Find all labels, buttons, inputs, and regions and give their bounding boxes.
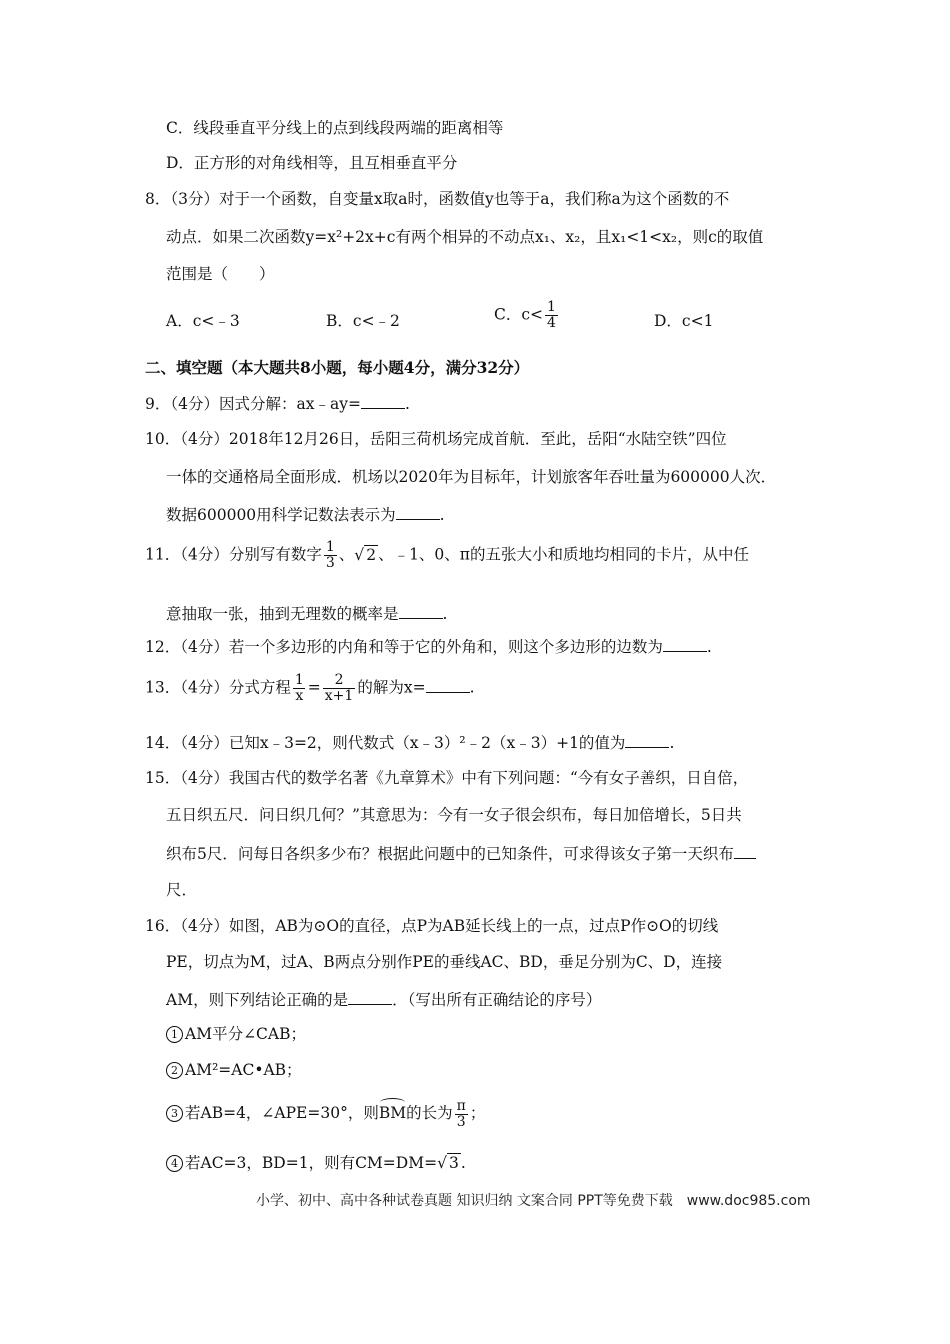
question-number: 8． — [145, 190, 171, 208]
punctuation: . — [460, 1154, 466, 1172]
conclusion-text: AM²=AC•AB； — [185, 1061, 302, 1079]
question-text: 意抽取一张，抽到无理数的概率是 — [166, 605, 399, 623]
q16-conclusion-2 — [166, 1059, 302, 1081]
circled-number: 4 — [166, 1155, 183, 1172]
q14 — [145, 731, 674, 754]
circled-number: 2 — [166, 1062, 183, 1079]
question-text: （4分）因式分解：ax﹣ay= — [170, 395, 361, 413]
radicand: 3 — [448, 1154, 459, 1172]
q16-conclusion-3 — [166, 1098, 485, 1130]
circled-number: 3 — [166, 1105, 183, 1122]
punctuation: . — [404, 395, 410, 413]
fraction-numerator: 1 — [294, 672, 304, 688]
question-text: （4分）若一个多边形的内角和等于它的外角和，则这个多边形的边数为 — [180, 638, 663, 656]
question-number: 9． — [145, 395, 171, 413]
answer-blank[interactable] — [396, 503, 440, 520]
q16-conclusion-1 — [166, 1023, 306, 1045]
question-number: 14． — [145, 734, 181, 752]
answer-blank[interactable] — [426, 676, 470, 693]
conclusion-text: 若AC=3，BD=1，则有CM=DM= — [185, 1154, 438, 1172]
arc-notation: BM — [379, 1098, 406, 1124]
q11-line-1 — [145, 540, 749, 571]
question-number: 11． — [145, 545, 181, 564]
fraction — [455, 1099, 468, 1130]
q16-conclusion-4 — [166, 1152, 466, 1174]
question-text: （4分）2018年12月26日，岳阳三荷机场完成首航．至此，岳阳“水陆空铁”四位 — [180, 430, 727, 448]
punctuation: . — [706, 638, 712, 656]
answer-blank[interactable] — [625, 731, 669, 748]
question-text: （4分）分别写有数字 — [180, 545, 322, 564]
q11-line-2 — [166, 602, 447, 625]
section-heading: 二、填空题（本大题共8小题，每小题4分，满分32分） — [145, 358, 530, 377]
q8-line-3: 范围是（ ） — [166, 265, 275, 283]
question-text: （4分）分式方程 — [180, 678, 291, 697]
question-number: 16． — [145, 917, 181, 935]
square-root: √ 2 — [354, 545, 377, 564]
fraction-numerator: 1 — [325, 539, 335, 555]
answer-blank[interactable] — [663, 635, 707, 652]
q13 — [145, 673, 475, 704]
q8-option-b: B．c<﹣2 — [326, 312, 400, 330]
conclusion-text: 若AB=4，∠APE=30°，则 — [185, 1104, 379, 1122]
question-number: 10． — [145, 430, 181, 448]
fraction-denominator: 4 — [547, 315, 556, 331]
fraction — [323, 673, 356, 704]
question-text: （4分）已知x﹣3=2，则代数式（x﹣3）²﹣2（x﹣3）+1的值为 — [180, 734, 626, 752]
punctuation: . — [439, 506, 445, 524]
question-text: AM，则下列结论正确的是 — [166, 991, 349, 1009]
q8-line-2: 动点．如果二次函数y=x²+2x+c有两个相异的不动点x₁、x₂，且x₁<1<x₂，则c的取值 — [166, 228, 764, 246]
punctuation: . — [442, 605, 448, 623]
option-label: C．c< — [494, 305, 544, 324]
q15-line-3 — [166, 842, 756, 865]
question-text: 、﹣1、0、π的五张大小和质地均相同的卡片，从中任 — [378, 545, 749, 564]
question-text: ．（写出所有正确结论的序号） — [392, 991, 602, 1009]
fraction — [293, 673, 306, 704]
fraction — [545, 300, 558, 331]
q10-line-2: 一体的交通格局全面形成．机场以2020年为目标年，计划旅客年吞吐量为600000人次． — [166, 468, 777, 486]
q15-line-2: 五日织五尺．问日织几何？”其意思为：今有一女子很会织布，每日加倍增长，5日共 — [166, 806, 742, 824]
question-text: （3分）对于一个函数，自变量x取a时，函数值y也等于a，我们称a为这个函数的不 — [170, 190, 730, 208]
fraction-numerator: 1 — [547, 299, 556, 315]
radicand: 2 — [366, 545, 377, 564]
q15-line-1 — [145, 767, 748, 789]
fraction-denominator: x — [295, 688, 304, 704]
q7-option-c: C．线段垂直平分线上的点到线段两端的距离相等 — [166, 119, 504, 137]
q12 — [145, 635, 712, 658]
punctuation: ； — [469, 1104, 486, 1122]
question-text: （4分）我国古代的数学名著《九章算术》中有下列问题：“今有女子善织，日自倍， — [180, 769, 749, 787]
fraction-denominator: x+1 — [324, 688, 354, 704]
punctuation: . — [469, 678, 475, 697]
q16-line-1 — [145, 915, 718, 937]
conclusion-text: 的长为 — [406, 1104, 453, 1122]
answer-blank[interactable] — [734, 842, 756, 859]
q8-option-c — [494, 300, 560, 331]
punctuation: . — [669, 734, 675, 752]
conclusion-text: AM平分∠CAB； — [185, 1025, 306, 1043]
question-text: 织布5尺．问每日各织多少布？根据此问题中的已知条件，可求得该女子第一天织布 — [166, 845, 734, 863]
fraction — [324, 540, 337, 571]
q9 — [145, 392, 410, 415]
square-root: √ 3 — [437, 1154, 459, 1172]
fraction-numerator: π — [456, 1097, 466, 1114]
circled-number: 1 — [166, 1026, 183, 1043]
q8-option-d: D．c<1 — [654, 312, 714, 330]
fraction-denominator: 3 — [325, 555, 335, 571]
footer-watermark: 小学、初中、高中各种试卷真题 知识归纳 文案合同 PPT等免费下载 www.doc985.com — [256, 1193, 811, 1209]
question-number: 12． — [145, 638, 181, 656]
question-text: 数据600000用科学记数法表示为 — [166, 506, 396, 524]
question-number: 13． — [145, 678, 181, 697]
q16-line-2: PE，切点为M，过A、B两点分别作PE的垂线AC、BD，垂足分别为C、D，连接 — [166, 953, 723, 971]
q10-line-3 — [166, 503, 445, 526]
fraction-denominator: 3 — [456, 1113, 466, 1130]
q15-line-4: 尺． — [166, 881, 198, 899]
answer-blank[interactable] — [399, 602, 443, 619]
q16-line-3 — [166, 988, 601, 1011]
question-text: 的解为x= — [357, 678, 426, 697]
question-text: （4分）如图，AB为⊙O的直径，点P为AB延长线上的一点，过点P作⊙O的切线 — [180, 917, 719, 935]
q8-line-1 — [145, 188, 729, 210]
q8-option-a: A．c<﹣3 — [166, 312, 240, 330]
q10-line-1 — [145, 428, 727, 450]
answer-blank[interactable] — [361, 392, 405, 409]
question-number: 15． — [145, 769, 181, 787]
equals-sign: = — [307, 678, 321, 697]
fraction-numerator: 2 — [334, 672, 344, 688]
q7-option-d: D．正方形的对角线相等，且互相垂直平分 — [166, 154, 458, 172]
separator: 、 — [338, 545, 355, 564]
answer-blank[interactable] — [348, 988, 392, 1005]
